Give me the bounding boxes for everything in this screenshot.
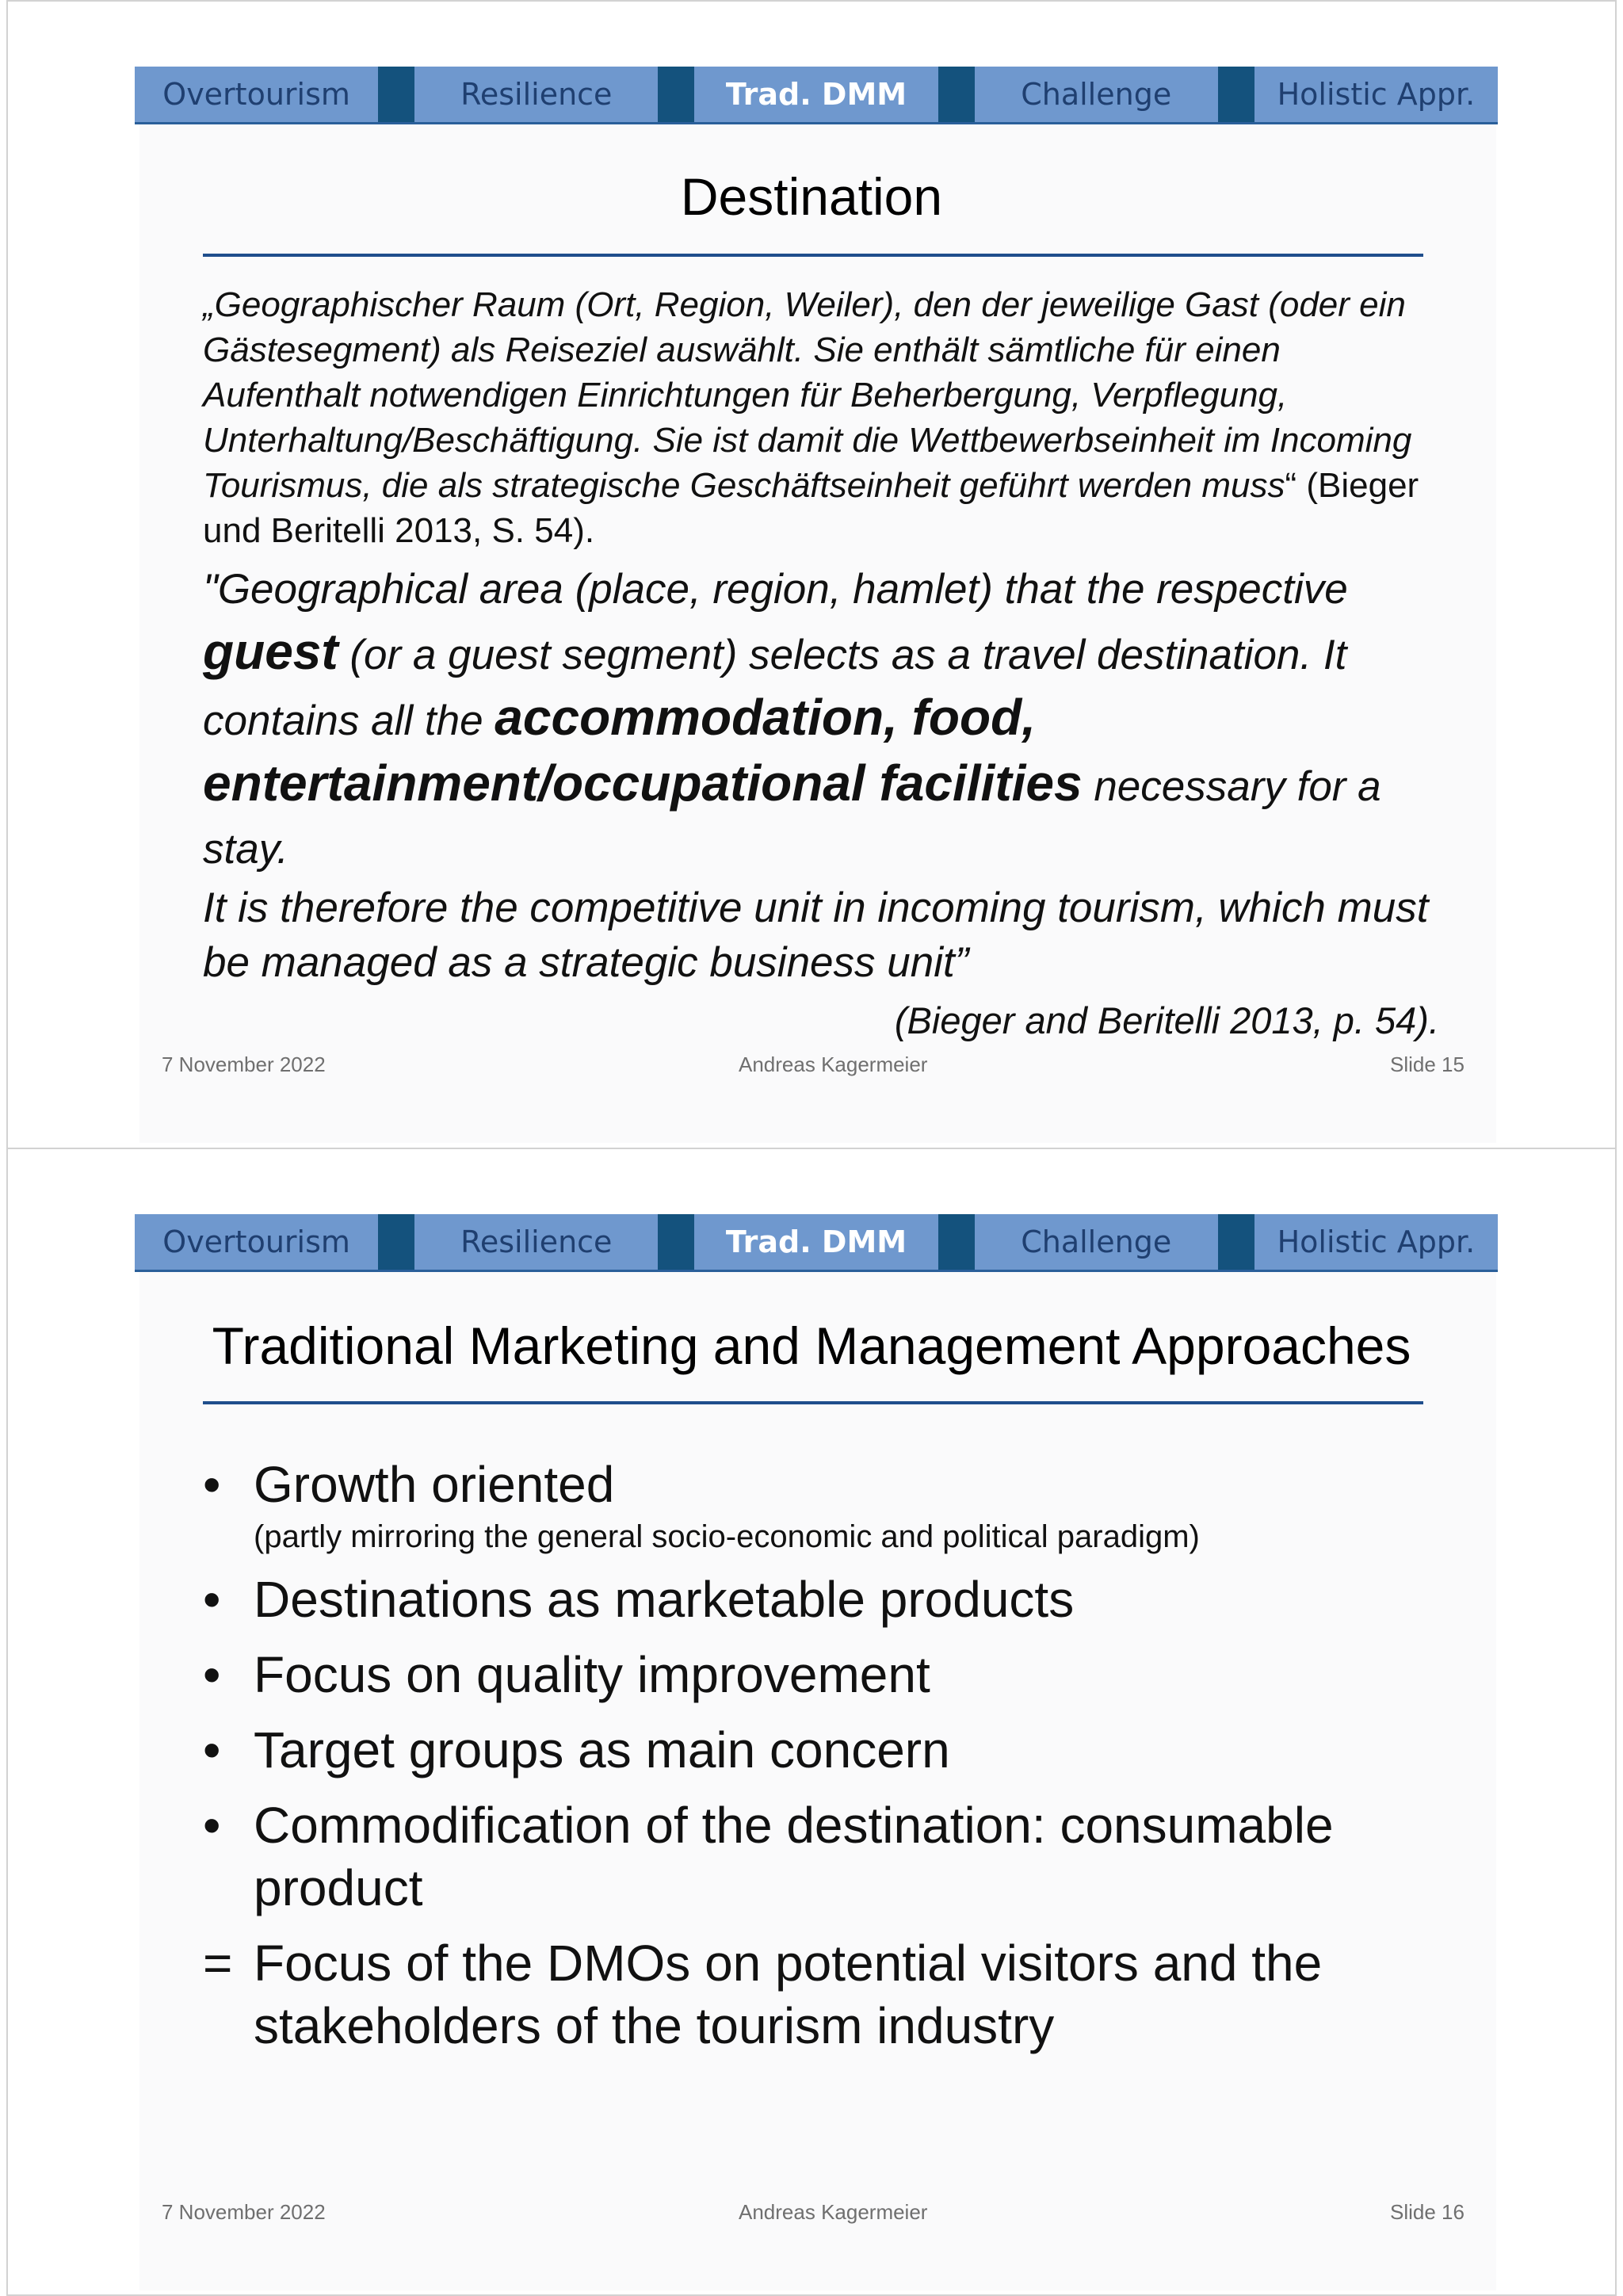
quote-english [203, 558, 1439, 881]
footer-author: Andreas Kagermeier [739, 1052, 928, 1076]
list-item [203, 1454, 1439, 1556]
quote-german [203, 282, 1439, 553]
section-nav [135, 67, 1498, 124]
quote-german-text: „Geographischer Raum (Ort, Region, Weiler), den der jeweilige Gast (oder ein Gästesegment) als Reiseziel auswählt. Sie enthält sämtliche für einen Aufenthalt notwendigen Einrichtungen für Beherbergung, Verpflegung, Unterhaltung/Beschäftigung. Sie ist damit die Wettbewerbseinheit im Incoming Tourismus, die als strategische Geschäftseinheit geführt werden muss [203, 285, 1412, 505]
tab-resilience[interactable]: Resilience [414, 1214, 658, 1270]
list-item [203, 1719, 1439, 1782]
tab-overtourism[interactable]: Overtourism [135, 1214, 378, 1270]
title-underline [203, 254, 1423, 257]
slide-15 [6, 0, 1617, 1149]
bullet-marker: • [203, 1571, 221, 1628]
bullet-text: Focus on quality improvement [254, 1646, 930, 1703]
nav-separator [1218, 67, 1254, 122]
tab-holistic-approach[interactable]: Holistic Appr. [1254, 67, 1498, 122]
nav-separator [1218, 1214, 1254, 1270]
nav-separator [378, 67, 414, 122]
quote-english-continued: It is therefore the competitive unit in incoming tourism, which must be managed as a strategic business unit” [203, 884, 1429, 986]
tab-challenge[interactable]: Challenge [975, 1214, 1218, 1270]
list-item [203, 1932, 1439, 2057]
list-item [203, 1644, 1439, 1706]
slide-title: Traditional Marketing and Management Approaches [212, 1316, 1411, 1375]
quote-english-text-1: "Geographical area (place, region, hamlet) that the respective [203, 566, 1348, 613]
list-item [203, 1568, 1439, 1631]
tab-holistic-approach[interactable]: Holistic Appr. [1254, 1214, 1498, 1270]
list-item [203, 1794, 1439, 1920]
nav-separator [938, 67, 975, 122]
footer-slide-number: Slide 15 [1390, 1052, 1465, 1076]
bullet-marker: = [203, 1935, 233, 1992]
tab-trad-dmm[interactable]: Trad. DMM [694, 67, 938, 122]
quote-english-emphasis-facilities: accommodation, food, entertainment/occupational facilities [203, 689, 1083, 812]
bullet-subtext: (partly mirroring the general socio-economic and political paradigm) [254, 1519, 1200, 1554]
quote-english-emphasis-guest: guest [203, 623, 338, 680]
footer-slide-number: Slide 16 [1390, 2200, 1465, 2224]
definition-quote [203, 282, 1439, 1047]
nav-separator [938, 1214, 975, 1270]
tab-resilience[interactable]: Resilience [414, 67, 658, 122]
nav-separator [378, 1214, 414, 1270]
bullet-marker: • [203, 1797, 221, 1854]
tab-challenge[interactable]: Challenge [975, 67, 1218, 122]
title-underline [203, 1401, 1423, 1404]
quote-english-citation: (Bieger and Beritelli 2013, p. 54). [894, 999, 1439, 1041]
footer-date: 7 November 2022 [162, 2200, 326, 2224]
bullet-marker: • [203, 1456, 221, 1513]
section-nav [135, 1214, 1498, 1272]
nav-separator [658, 1214, 694, 1270]
bullet-text: Target groups as main concern [254, 1721, 950, 1778]
bullet-text: Focus of the DMOs on potential visitors and the stakeholders of the tourism industry [254, 1935, 1323, 2054]
quote-german-citation: “ (Bieger und Beritelli 2013, S. 54). [203, 466, 1419, 550]
tab-overtourism[interactable]: Overtourism [135, 67, 378, 122]
bullet-text: Commodification of the destination: consumable product [254, 1797, 1334, 1916]
slide-16 [6, 1148, 1617, 2296]
nav-separator [658, 67, 694, 122]
bullet-marker: • [203, 1721, 221, 1778]
quote-english-text-2: (or a guest segment) selects as a travel destination. It contains all the [203, 632, 1347, 744]
slide-title: Destination [680, 167, 943, 226]
footer-date: 7 November 2022 [162, 1052, 326, 1076]
bullet-text: Destinations as marketable products [254, 1571, 1075, 1628]
bullet-marker: • [203, 1646, 221, 1703]
footer-author: Andreas Kagermeier [739, 2200, 928, 2224]
quote-english-text-3: necessary for a stay. [203, 763, 1381, 873]
bullet-list [203, 1454, 1439, 2070]
tab-trad-dmm[interactable]: Trad. DMM [694, 1214, 938, 1270]
bullet-text: Growth oriented [254, 1456, 615, 1513]
